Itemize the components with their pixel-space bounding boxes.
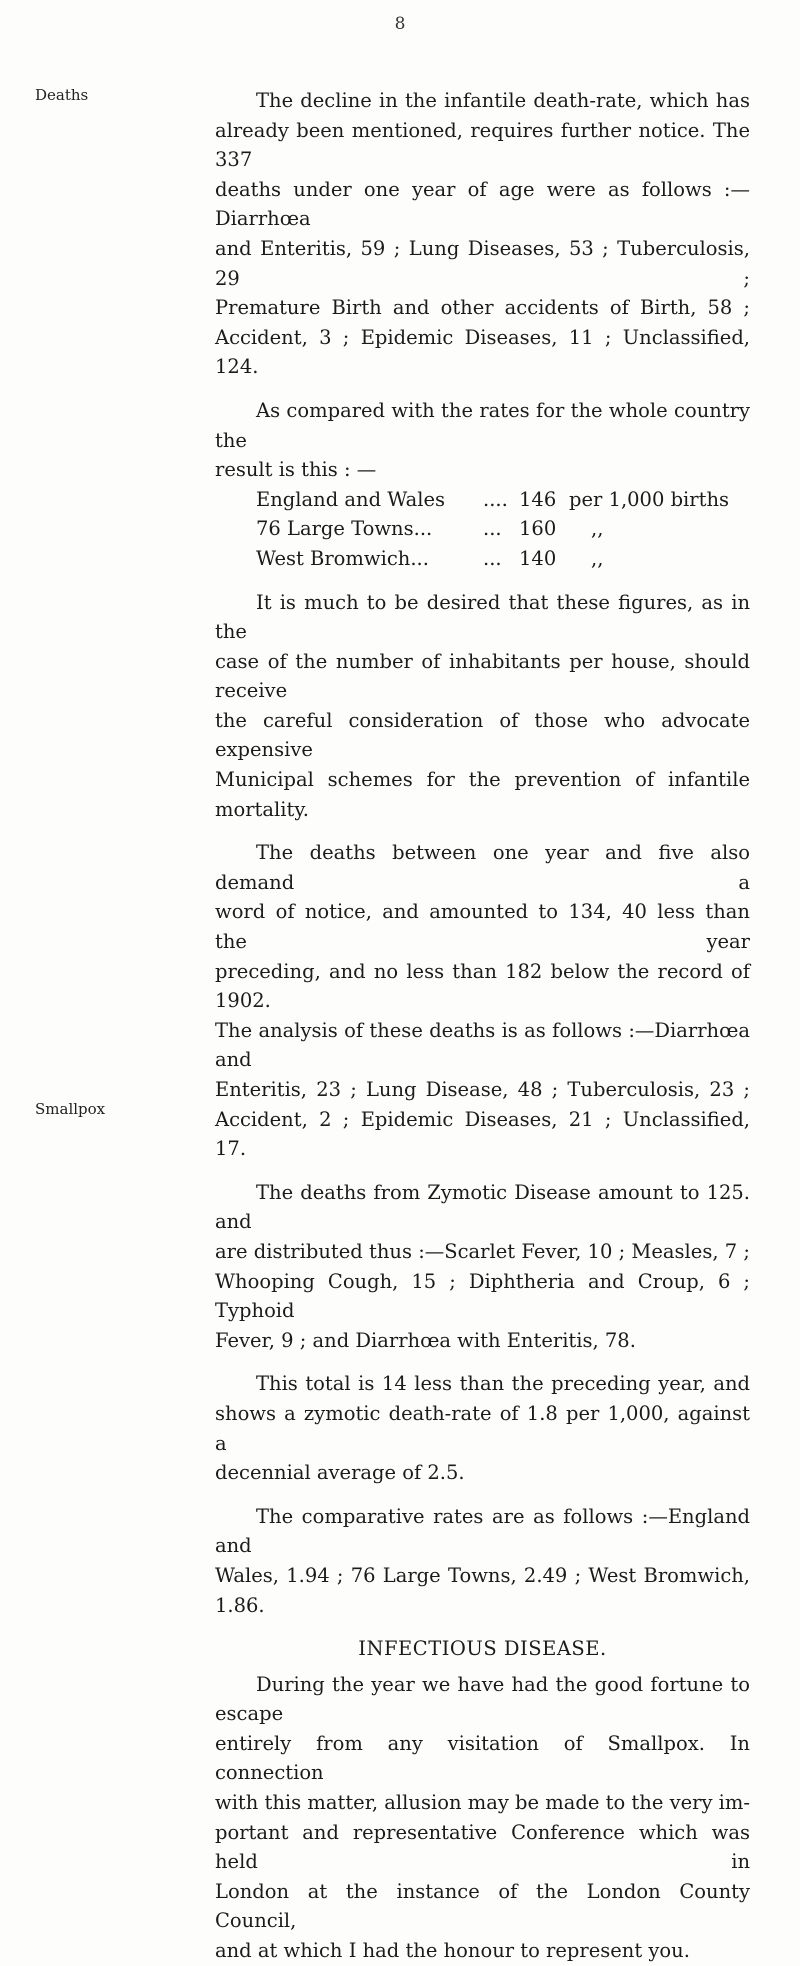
text-line: the careful consideration of those who advocate expensive (215, 708, 750, 762)
margin-note-smallpox: Smallpox (35, 1100, 106, 1118)
text-line: Enteritis, 23 ; Lung Disease, 48 ; Tuberculosis, 23 ; (215, 1078, 750, 1101)
rate-unit: ,, (591, 546, 604, 570)
rate-value: 140 (519, 546, 557, 570)
text-line: portant and representative Conference which was held in (215, 1820, 750, 1874)
text-line: and at which I had the honour to represent you. (215, 1939, 690, 1963)
rate-place: 76 Large Towns... (256, 517, 433, 541)
body-text (215, 86, 750, 1966)
section-heading-infectious-disease: INFECTIOUS DISEASE. (358, 1637, 607, 1661)
rate-dots: ... (483, 517, 502, 541)
text-line: As compared with the rates for the whole country the (215, 398, 750, 452)
text-line: preceding, and no less than 182 below the record of 1902. (215, 959, 750, 1013)
text-line: The decline in the infantile death-rate, which has (256, 89, 750, 112)
paragraph-infantile-deaths (215, 86, 750, 382)
paragraph-deaths-one-to-five (215, 838, 750, 1164)
rate-row (256, 485, 750, 515)
text-line: Premature Birth and other accidents of Birth, 58 ; (215, 296, 750, 320)
paragraph-zymotic-deaths (215, 1178, 750, 1356)
text-line: The comparative rates are as follows :—England and (215, 1504, 750, 1558)
text-line: case of the number of inhabitants per house, should receive (215, 649, 750, 703)
paragraph-comparison-intro (215, 396, 750, 485)
text-line: During the year we have had the good fortune to escape (215, 1672, 750, 1726)
rate-place: West Bromwich... (256, 546, 429, 570)
text-line: It is much to be desired that these figures, as in the (215, 590, 750, 644)
text-line: Accident, 2 ; Epidemic Diseases, 21 ; Unclassified, 17. (215, 1107, 750, 1161)
paragraph-comparative-rates (215, 1502, 750, 1620)
text-line: word of notice, and amounted to 134, 40 less than the year (215, 900, 750, 954)
rate-row (256, 514, 750, 544)
infant-rate-table (215, 485, 750, 574)
text-line: The deaths from Zymotic Disease amount to 125. and (215, 1180, 750, 1234)
text-line: result is this : — (215, 458, 377, 482)
text-line: The analysis of these deaths is as follows :—Diarrhœa and (215, 1018, 750, 1072)
rate-value: 160 (519, 517, 557, 541)
rate-place: England and Wales (256, 487, 446, 511)
text-line: entirely from any visitation of Smallpox. In connection (215, 1731, 750, 1785)
text-line: London at the instance of the London County Council, (215, 1879, 750, 1933)
rate-unit: per 1,000 births (569, 487, 730, 511)
rate-unit: ,, (591, 517, 604, 541)
text-line: with this matter, allusion may be made to the very im- (215, 1791, 750, 1815)
text-line: deaths under one year of age were as follows :—Diarrhœa (215, 177, 750, 231)
text-line: This total is 14 less than the preceding year, and (256, 1372, 750, 1396)
text-line: Fever, 9 ; and Diarrhœa with Enteritis, 78. (215, 1328, 636, 1352)
rate-value: 146 (519, 487, 557, 511)
text-line: and Enteritis, 59 ; Lung Diseases, 53 ; Tuberculosis, 29 ; (215, 236, 750, 290)
page-number: 8 (394, 14, 406, 34)
text-line: decennial average of 2.5. (215, 1461, 465, 1485)
text-line: are distributed thus :—Scarlet Fever, 10 ; Measles, 7 ; (215, 1239, 750, 1263)
paragraph-municipal-schemes (215, 588, 750, 825)
rate-row (256, 544, 750, 574)
text-line: already been mentioned, requires further notice. The 337 (215, 118, 750, 172)
text-line: Wales, 1.94 ; 76 Large Towns, 2.49 ; West Bromwich, 1.86. (215, 1563, 750, 1617)
text-line: Municipal schemes for the prevention of infantile mortality. (215, 768, 750, 821)
text-line: Accident, 3 ; Epidemic Diseases, 11 ; Unclassified, 124. (215, 325, 750, 379)
text-line: Whooping Cough, 15 ; Diphtheria and Croup, 6 ; Typhoid (215, 1269, 750, 1323)
text-line: The deaths between one year and five also demand a (215, 841, 750, 894)
paragraph-smallpox (215, 1670, 750, 1966)
rate-dots: .... (483, 487, 508, 511)
rate-dots: ... (483, 546, 502, 570)
paragraph-zymotic-rate (215, 1369, 750, 1487)
margin-note-deaths: Deaths (35, 86, 89, 104)
text-line: shows a zymotic death-rate of 1.8 per 1,000, against a (215, 1401, 750, 1455)
